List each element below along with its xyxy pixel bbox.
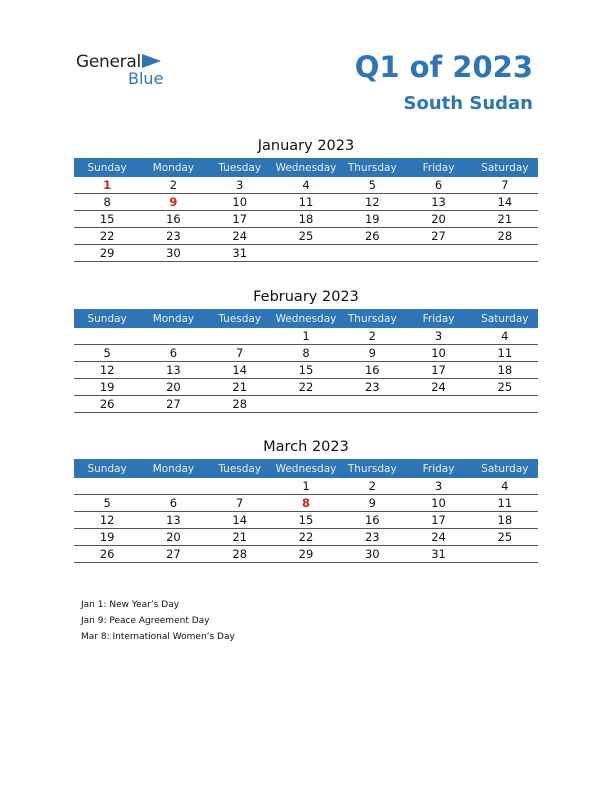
weekday-header: Sunday [74, 158, 140, 177]
empty-day-cell [140, 478, 206, 495]
day-cell: 7 [207, 345, 273, 362]
week-row [74, 478, 538, 495]
empty-day-cell [207, 478, 273, 495]
day-cell: 3 [405, 478, 471, 495]
day-cell: 8 [273, 495, 339, 512]
day-cell: 3 [405, 328, 471, 345]
empty-day-cell [472, 245, 538, 262]
day-cell: 30 [339, 546, 405, 563]
day-cell: 21 [207, 529, 273, 546]
day-cell: 20 [140, 379, 206, 396]
day-cell: 12 [74, 362, 140, 379]
day-cell: 1 [74, 177, 140, 194]
empty-day-cell [405, 396, 471, 413]
holiday-note: Jan 9: Peace Agreement Day [81, 616, 210, 626]
day-cell: 1 [273, 328, 339, 345]
week-row [74, 211, 538, 228]
day-cell: 23 [339, 379, 405, 396]
day-cell: 31 [207, 245, 273, 262]
weekday-header: Saturday [472, 459, 538, 478]
month-title: January 2023 [257, 138, 355, 154]
weekday-header: Monday [140, 459, 206, 478]
weekday-header: Saturday [472, 309, 538, 328]
week-row [74, 512, 538, 529]
weekday-header: Tuesday [207, 459, 273, 478]
logo-flag-icon [142, 54, 161, 68]
empty-day-cell [273, 245, 339, 262]
week-row [74, 328, 538, 345]
week-row [74, 177, 538, 194]
empty-day-cell [140, 328, 206, 345]
day-cell: 5 [339, 177, 405, 194]
day-cell: 16 [140, 211, 206, 228]
weekday-header: Saturday [472, 158, 538, 177]
weekday-header: Monday [140, 158, 206, 177]
day-cell: 28 [207, 396, 273, 413]
empty-day-cell [472, 546, 538, 563]
holiday-note: Mar 8: International Women’s Day [81, 632, 235, 642]
day-cell: 15 [273, 362, 339, 379]
day-cell: 2 [140, 177, 206, 194]
day-cell: 2 [339, 328, 405, 345]
week-row [74, 245, 538, 262]
weekday-header: Friday [405, 459, 471, 478]
day-cell: 28 [472, 228, 538, 245]
day-cell: 26 [74, 546, 140, 563]
day-cell: 5 [74, 495, 140, 512]
empty-day-cell [207, 328, 273, 345]
day-cell: 26 [74, 396, 140, 413]
day-cell: 11 [273, 194, 339, 211]
weekday-header-row [74, 158, 538, 177]
week-row [74, 379, 538, 396]
holiday-note: Jan 1: New Year’s Day [81, 600, 180, 610]
day-cell: 30 [140, 245, 206, 262]
empty-day-cell [339, 396, 405, 413]
weekday-header: Tuesday [207, 309, 273, 328]
month-title: February 2023 [253, 289, 359, 305]
day-cell: 19 [74, 379, 140, 396]
day-cell: 14 [207, 512, 273, 529]
day-cell: 24 [405, 379, 471, 396]
month-title: March 2023 [263, 439, 349, 455]
day-cell: 13 [405, 194, 471, 211]
calendar-grid [74, 309, 538, 413]
day-cell: 2 [339, 478, 405, 495]
weekday-header: Tuesday [207, 158, 273, 177]
day-cell: 3 [207, 177, 273, 194]
day-cell: 14 [207, 362, 273, 379]
day-cell: 16 [339, 362, 405, 379]
weekday-header: Friday [405, 158, 471, 177]
day-cell: 12 [339, 194, 405, 211]
week-row [74, 228, 538, 245]
empty-day-cell [405, 245, 471, 262]
day-cell: 8 [273, 345, 339, 362]
weekday-header: Wednesday [273, 158, 339, 177]
weekday-header-row [74, 459, 538, 478]
day-cell: 15 [273, 512, 339, 529]
weekday-header: Monday [140, 309, 206, 328]
day-cell: 29 [74, 245, 140, 262]
weekday-header: Thursday [339, 309, 405, 328]
logo-general-text: General [76, 52, 141, 72]
day-cell: 6 [140, 345, 206, 362]
day-cell: 4 [472, 328, 538, 345]
page-subtitle: South Sudan [403, 93, 533, 114]
weekday-header: Thursday [339, 158, 405, 177]
day-cell: 22 [273, 379, 339, 396]
day-cell: 23 [140, 228, 206, 245]
week-row [74, 345, 538, 362]
weekday-header: Thursday [339, 459, 405, 478]
month-march [74, 439, 538, 563]
weekday-header: Sunday [74, 459, 140, 478]
day-cell: 27 [405, 228, 471, 245]
day-cell: 28 [207, 546, 273, 563]
month-february [74, 289, 538, 413]
day-cell: 27 [140, 546, 206, 563]
day-cell: 14 [472, 194, 538, 211]
day-cell: 19 [339, 211, 405, 228]
day-cell: 11 [472, 495, 538, 512]
day-cell: 21 [472, 211, 538, 228]
week-row [74, 529, 538, 546]
day-cell: 7 [207, 495, 273, 512]
day-cell: 13 [140, 362, 206, 379]
day-cell: 6 [405, 177, 471, 194]
page-title: Q1 of 2023 [354, 50, 533, 84]
day-cell: 9 [140, 194, 206, 211]
day-cell: 13 [140, 512, 206, 529]
weekday-header: Wednesday [273, 459, 339, 478]
day-cell: 25 [472, 529, 538, 546]
empty-day-cell [74, 328, 140, 345]
logo [76, 52, 176, 92]
day-cell: 20 [140, 529, 206, 546]
day-cell: 18 [472, 362, 538, 379]
day-cell: 26 [339, 228, 405, 245]
week-row [74, 396, 538, 413]
day-cell: 19 [74, 529, 140, 546]
week-row [74, 546, 538, 563]
day-cell: 21 [207, 379, 273, 396]
day-cell: 25 [472, 379, 538, 396]
day-cell: 25 [273, 228, 339, 245]
day-cell: 11 [472, 345, 538, 362]
day-cell: 12 [74, 512, 140, 529]
day-cell: 17 [405, 512, 471, 529]
week-row [74, 194, 538, 211]
day-cell: 10 [405, 495, 471, 512]
day-cell: 18 [273, 211, 339, 228]
logo-blue-text: Blue [128, 69, 164, 88]
day-cell: 17 [207, 211, 273, 228]
day-cell: 10 [405, 345, 471, 362]
empty-day-cell [273, 396, 339, 413]
day-cell: 27 [140, 396, 206, 413]
day-cell: 5 [74, 345, 140, 362]
day-cell: 22 [74, 228, 140, 245]
day-cell: 29 [273, 546, 339, 563]
day-cell: 24 [207, 228, 273, 245]
day-cell: 31 [405, 546, 471, 563]
day-cell: 9 [339, 495, 405, 512]
day-cell: 18 [472, 512, 538, 529]
day-cell: 15 [74, 211, 140, 228]
week-row [74, 362, 538, 379]
weekday-header-row [74, 309, 538, 328]
empty-day-cell [74, 478, 140, 495]
weekday-header: Wednesday [273, 309, 339, 328]
day-cell: 6 [140, 495, 206, 512]
day-cell: 7 [472, 177, 538, 194]
day-cell: 9 [339, 345, 405, 362]
day-cell: 22 [273, 529, 339, 546]
day-cell: 10 [207, 194, 273, 211]
day-cell: 17 [405, 362, 471, 379]
week-row [74, 495, 538, 512]
day-cell: 1 [273, 478, 339, 495]
empty-day-cell [472, 396, 538, 413]
calendar-grid [74, 158, 538, 262]
day-cell: 4 [472, 478, 538, 495]
holiday-notes [81, 597, 235, 645]
month-january [74, 138, 538, 262]
day-cell: 24 [405, 529, 471, 546]
day-cell: 4 [273, 177, 339, 194]
calendar-grid [74, 459, 538, 563]
day-cell: 8 [74, 194, 140, 211]
weekday-header: Friday [405, 309, 471, 328]
day-cell: 16 [339, 512, 405, 529]
day-cell: 23 [339, 529, 405, 546]
day-cell: 20 [405, 211, 471, 228]
empty-day-cell [339, 245, 405, 262]
weekday-header: Sunday [74, 309, 140, 328]
